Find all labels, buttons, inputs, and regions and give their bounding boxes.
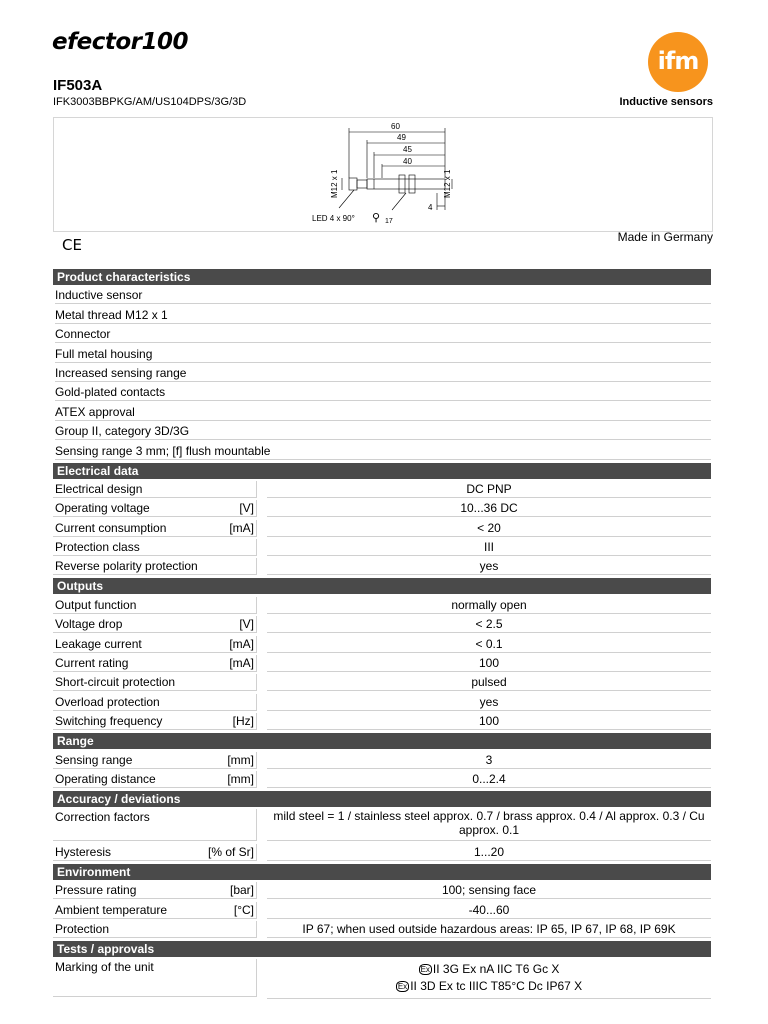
spec-row <box>53 500 711 517</box>
spec-table <box>53 269 711 997</box>
ex-icon: Ex <box>397 982 408 992</box>
spec-row <box>53 539 711 556</box>
spec-unit: [mA] <box>229 636 254 651</box>
spec-row <box>53 558 711 575</box>
section-header: Tests / approvals <box>53 941 711 957</box>
feature-row <box>53 404 711 421</box>
spec-label: Current rating <box>55 656 129 671</box>
feature-label: Increased sensing range <box>55 365 711 382</box>
efector-logo: efector100 <box>52 29 188 55</box>
spec-value: pulsed <box>267 674 711 691</box>
spec-label: Current consumption <box>55 520 167 535</box>
spec-label: Correction factors <box>55 810 150 825</box>
spec-value: yes <box>267 694 711 711</box>
feature-label: Full metal housing <box>55 346 711 363</box>
wrench-icon: ⚲ <box>372 212 381 224</box>
spec-row <box>53 844 711 861</box>
spec-label: Electrical design <box>55 481 143 496</box>
feature-label: Inductive sensor <box>55 287 711 304</box>
section-header: Environment <box>53 864 711 880</box>
feature-label: Connector <box>55 326 711 343</box>
spec-label: Overload protection <box>55 694 160 709</box>
spec-row <box>53 882 711 899</box>
marking-line: Ex II 3G Ex nA IIC T6 Gc X <box>420 962 560 977</box>
spec-label: Protection class <box>55 540 140 555</box>
spec-value: normally open <box>267 597 711 614</box>
spec-unit: [% of Sr] <box>207 844 254 859</box>
spec-label: Operating voltage <box>55 501 150 516</box>
thread-left: M12 x 1 <box>330 169 339 198</box>
spec-label: Operating distance <box>55 771 156 786</box>
wrench-size: 17 <box>385 218 393 225</box>
model-title: IF503A <box>53 77 103 94</box>
spec-row <box>53 616 711 633</box>
spec-label: Hysteresis <box>55 844 112 859</box>
dim-49: 49 <box>397 133 406 142</box>
feature-label: Sensing range 3 mm; [f] flush mountable <box>55 443 711 460</box>
ifm-logo: ifm <box>648 32 708 92</box>
spec-row <box>53 636 711 653</box>
spec-value: 100 <box>267 713 711 730</box>
spec-value: 1...20 <box>267 844 711 861</box>
marking-line: Ex II 3D Ex tc IIIC T85°C Dc IP67 X <box>397 979 583 994</box>
feature-label: Metal thread M12 x 1 <box>55 307 711 324</box>
spec-value: III <box>267 539 711 556</box>
feature-row <box>53 287 711 304</box>
spec-label: Leakage current <box>55 636 142 651</box>
spec-label: Marking of the unit <box>55 960 154 975</box>
spec-label: Output function <box>55 597 137 612</box>
spec-value: 100 <box>267 655 711 672</box>
spec-row <box>53 902 711 919</box>
spec-unit: [Hz] <box>232 714 254 729</box>
spec-unit: [V] <box>239 501 254 516</box>
spec-row <box>53 771 711 788</box>
article-number: IFK3003BBPKG/AM/US104DPS/3G/3D <box>53 96 247 108</box>
spec-value: 3 <box>267 752 711 769</box>
feature-row <box>53 326 711 343</box>
led-note: LED 4 x 90° <box>312 214 355 223</box>
thread-right: M12 x 1 <box>443 169 452 198</box>
feature-row <box>53 443 711 460</box>
spec-value <box>267 959 711 999</box>
spec-row <box>53 921 711 938</box>
spec-label: Ambient temperature <box>55 902 168 917</box>
feature-row <box>53 346 711 363</box>
spec-label: Switching frequency <box>55 714 163 729</box>
spec-unit: [mA] <box>229 520 254 535</box>
feature-label: ATEX approval <box>55 404 711 421</box>
section-header: Accuracy / deviations <box>53 791 711 807</box>
spec-label: Sensing range <box>55 752 133 767</box>
product-category: Inductive sensors <box>619 96 713 108</box>
spec-row <box>53 520 711 537</box>
section-header: Range <box>53 733 711 749</box>
made-in: Made in Germany <box>617 230 713 244</box>
dim-45: 45 <box>403 145 412 154</box>
section-header: Outputs <box>53 578 711 594</box>
spec-label: Short-circuit protection <box>55 675 176 690</box>
spec-value: -40...60 <box>267 902 711 919</box>
spec-value: mild steel = 1 / stainless steel approx. 0.7 / brass approx. 0.4 / Al approx. 0.3 / Cu approx. 0.1 <box>267 809 711 841</box>
feature-label: Group II, category 3D/3G <box>55 423 711 440</box>
spec-unit: [mm] <box>227 752 254 767</box>
spec-value: < 20 <box>267 520 711 537</box>
spec-value: < 2.5 <box>267 616 711 633</box>
spec-value: < 0.1 <box>267 636 711 653</box>
spec-label: Voltage drop <box>55 617 123 632</box>
spec-row <box>53 809 711 841</box>
section-header: Electrical data <box>53 463 711 479</box>
spec-value: 0...2.4 <box>267 771 711 788</box>
spec-row <box>53 481 711 498</box>
spec-unit: [mm] <box>227 771 254 786</box>
spec-unit: [mA] <box>229 656 254 671</box>
spec-label: Reverse polarity protection <box>55 559 198 574</box>
spec-row <box>53 713 711 730</box>
spec-row <box>53 752 711 769</box>
dimension-drawing <box>53 117 713 232</box>
spec-unit: [bar] <box>229 883 254 898</box>
spec-value: IP 67; when used outside hazardous areas: IP 65, IP 67, IP 68, IP 69K <box>267 921 711 938</box>
spec-unit: [V] <box>239 617 254 632</box>
spec-row <box>53 655 711 672</box>
spec-row <box>53 674 711 691</box>
feature-row <box>53 307 711 324</box>
ce-mark-icon: CE <box>62 236 82 254</box>
feature-row <box>53 365 711 382</box>
spec-value: 100; sensing face <box>267 882 711 899</box>
spec-label: Pressure rating <box>55 883 137 898</box>
dim-4: 4 <box>428 203 433 212</box>
dim-40: 40 <box>403 157 412 166</box>
feature-label: Gold-plated contacts <box>55 384 711 401</box>
spec-value: 10...36 DC <box>267 500 711 517</box>
spec-row <box>53 694 711 711</box>
spec-row <box>53 597 711 614</box>
spec-row <box>53 959 711 997</box>
section-header: Product characteristics <box>53 269 711 285</box>
spec-label: Protection <box>55 921 110 936</box>
spec-value: yes <box>267 558 711 575</box>
dim-60: 60 <box>391 122 400 131</box>
ex-icon: Ex <box>420 965 430 975</box>
spec-unit: [°C] <box>233 902 254 917</box>
feature-row <box>53 384 711 401</box>
feature-row <box>53 423 711 440</box>
spec-value: DC PNP <box>267 481 711 498</box>
